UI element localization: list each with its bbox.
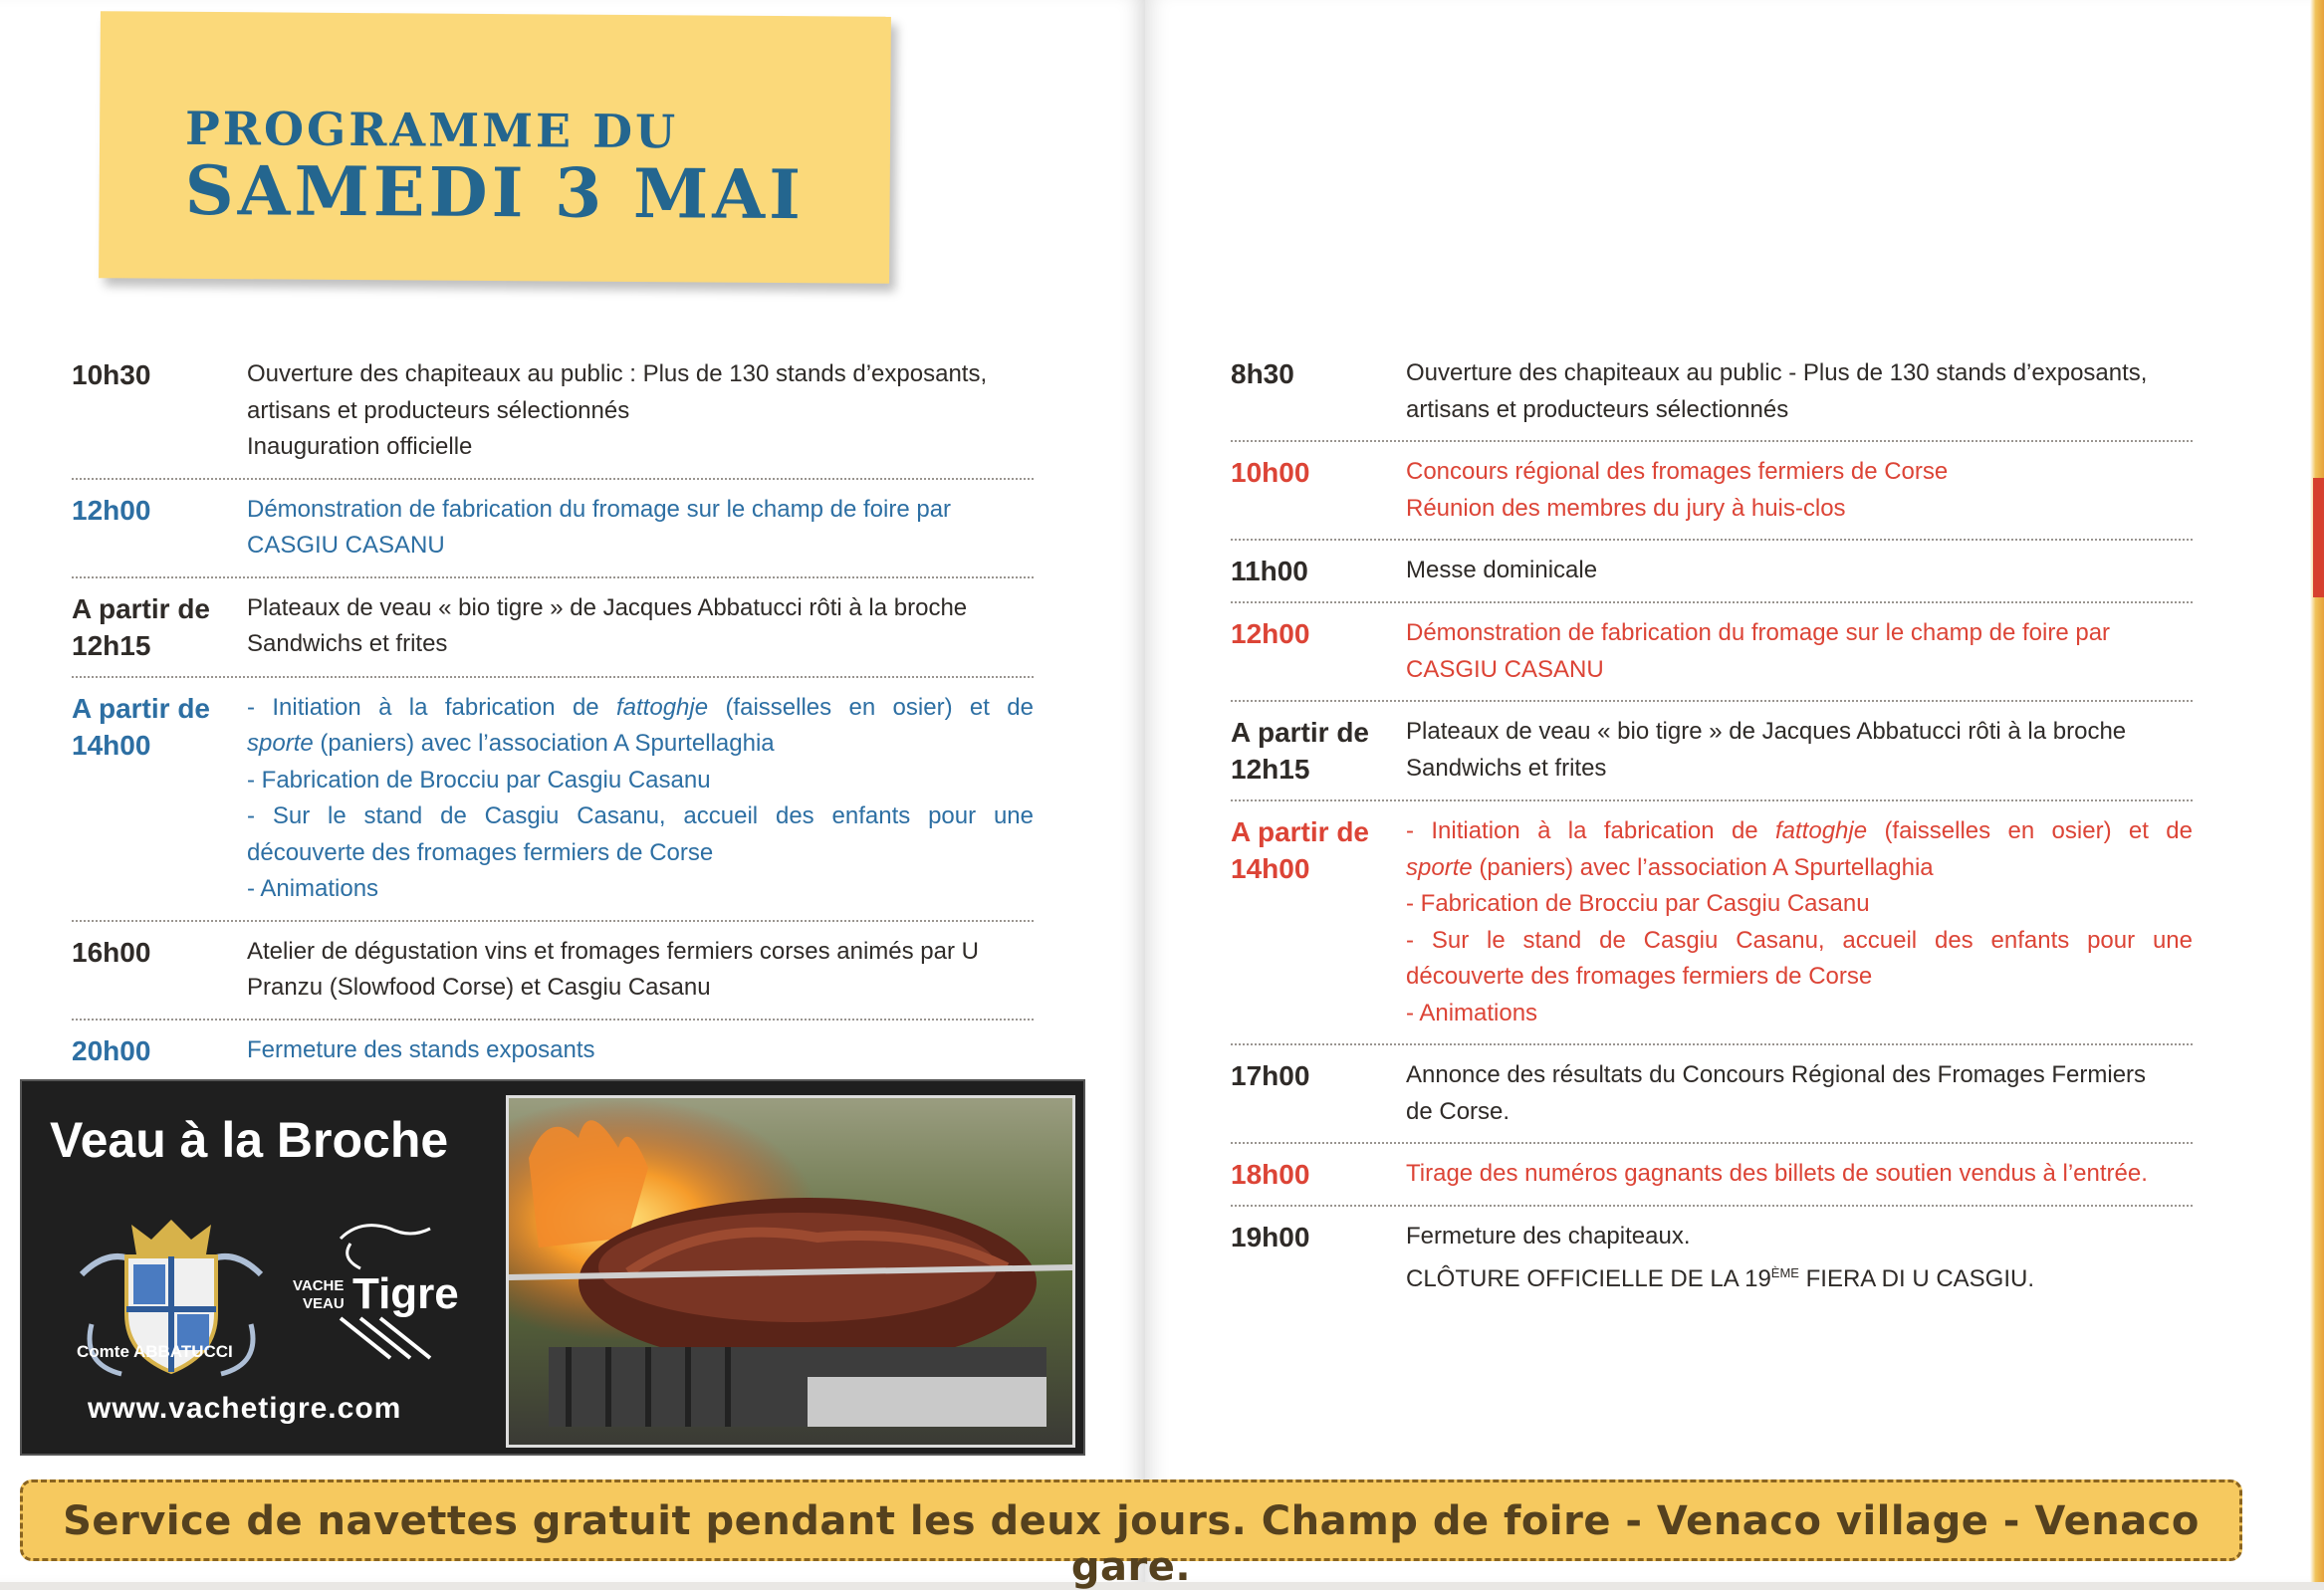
schedule-row bbox=[72, 678, 1034, 922]
description: Atelier de dégustation vins et fromages fermiers corses animés par U Pranzu (Slowfood Corse) et Casgiu Casanu bbox=[247, 937, 979, 1001]
schedule-row bbox=[1231, 343, 2193, 442]
schedule-row bbox=[72, 480, 1034, 578]
time: 17h00 bbox=[1231, 1060, 1310, 1091]
description: - Initiation à la fabrication de fattoghje (faisselles en osier) et de sporte (paniers) avec l’association A Spurtellaghia - Fabrication de Brocciu par Casgiu Casanu - Sur le stand de Casgiu Casanu, accueil des enfants pour une découverte des fromages fermiers de Corse - Animations bbox=[247, 693, 1034, 902]
banner-text: Service de navettes gratuit pendant les deux jours. Champ de foire - Venaco village - Venaco gare. bbox=[63, 1498, 2200, 1590]
schedule-row bbox=[72, 578, 1034, 678]
description: Plateaux de veau « bio tigre » de Jacques Abbatucci rôti à la broche Sandwichs et frites bbox=[1406, 718, 2127, 782]
saturday-schedule bbox=[72, 344, 1034, 1081]
description: Fermeture des stands exposants bbox=[247, 1035, 595, 1063]
description: Messe dominicale bbox=[1406, 557, 1598, 583]
schedule-row bbox=[1231, 702, 2193, 801]
svg-text:VACHE: VACHE bbox=[293, 1277, 345, 1294]
time: 18h00 bbox=[1231, 1159, 1310, 1190]
page-edge bbox=[2310, 0, 2324, 1582]
schedule-row bbox=[72, 922, 1034, 1021]
description: Annonce des résultats du Concours Régional des Fromages Fermiers de Corse. bbox=[1406, 1061, 2147, 1125]
schedule-row bbox=[72, 1021, 1034, 1081]
time: 20h00 bbox=[72, 1034, 151, 1066]
description: Démonstration de fabrication du fromage sur le champ de foire par CASGIU CASANU bbox=[247, 495, 952, 559]
schedule-row bbox=[1231, 442, 2193, 541]
time: A partir de 12h15 bbox=[1231, 717, 1369, 785]
description: Démonstration de fabrication du fromage sur le champ de foire par CASGIU CASANU bbox=[1406, 619, 2111, 683]
time: 12h00 bbox=[1231, 618, 1310, 649]
schedule-row bbox=[1231, 1045, 2193, 1144]
time: 10h30 bbox=[72, 359, 151, 390]
schedule-row bbox=[1231, 541, 2193, 603]
time: 12h00 bbox=[72, 494, 151, 526]
time: 11h00 bbox=[1231, 556, 1308, 586]
description: Tirage des numéros gagnants des billets de soutien vendus à l’entrée. bbox=[1406, 1160, 2148, 1187]
header-line2: SAMEDI 3 MAI bbox=[184, 150, 806, 236]
schedule-row bbox=[72, 344, 1034, 480]
ad-url[interactable]: www.vachetigre.com bbox=[88, 1392, 402, 1425]
description: - Initiation à la fabrication de fattoghje (faisselles en osier) et de sporte (paniers) avec l’association A Spurtellaghia - Fabrication de Brocciu par Casgiu Casanu - Sur le stand de Casgiu Casanu, accueil des enfants pour une découverte des fromages fermiers de Corse - Animations bbox=[1406, 817, 2193, 1026]
vache-tigre-logo bbox=[281, 1199, 520, 1378]
svg-text:Tigre: Tigre bbox=[352, 1269, 459, 1318]
sunday-schedule bbox=[1231, 343, 2193, 1309]
time: A partir de 12h15 bbox=[72, 592, 210, 661]
time: 8h30 bbox=[1231, 358, 1294, 389]
time: A partir de 14h00 bbox=[1231, 816, 1369, 884]
time: 10h00 bbox=[1231, 457, 1310, 488]
svg-text:VEAU: VEAU bbox=[303, 1295, 345, 1312]
description: Plateaux de veau « bio tigre » de Jacques Abbatucci rôti à la broche Sandwichs et frites bbox=[247, 593, 968, 657]
roast-veal-photo bbox=[506, 1095, 1075, 1448]
time: 16h00 bbox=[72, 936, 151, 968]
description: Ouverture des chapiteaux au public - Plus de 130 stands d’exposants, artisans et producteurs sélectionnés bbox=[1406, 359, 2148, 423]
header-line1: PROGRAMME DU bbox=[184, 101, 679, 159]
description: Fermeture des chapiteaux. CLÔTURE OFFICIELLE DE LA 19ÈME FIERA DI U CASGIU. bbox=[1406, 1219, 2193, 1297]
schedule-row bbox=[1231, 1144, 2193, 1207]
abbatucci-crest-icon bbox=[72, 1205, 271, 1404]
closing-line: CLÔTURE OFFICIELLE DE LA 19ÈME FIERA DI U CASGIU. bbox=[1406, 1264, 2035, 1292]
description: Ouverture des chapiteaux au public : Plus de 130 stands d’exposants, artisans et producteurs sélectionnés Inauguration officielle bbox=[247, 360, 988, 460]
schedule-row bbox=[1231, 1207, 2193, 1309]
crest-caption: Comte ABBATUCCI bbox=[77, 1342, 233, 1361]
time: A partir de 14h00 bbox=[72, 692, 210, 761]
time: 19h00 bbox=[1231, 1222, 1310, 1252]
veau-broche-ad bbox=[20, 1079, 1085, 1456]
header-note-saturday bbox=[99, 11, 891, 284]
ad-title: Veau à la Broche bbox=[50, 1112, 449, 1168]
left-page bbox=[0, 0, 1145, 1582]
schedule-row bbox=[1231, 801, 2193, 1045]
shuttle-banner bbox=[20, 1479, 2242, 1590]
description: Concours régional des fromages fermiers de Corse Réunion des membres du jury à huis-clos bbox=[1406, 458, 1949, 522]
schedule-row bbox=[1231, 603, 2193, 702]
